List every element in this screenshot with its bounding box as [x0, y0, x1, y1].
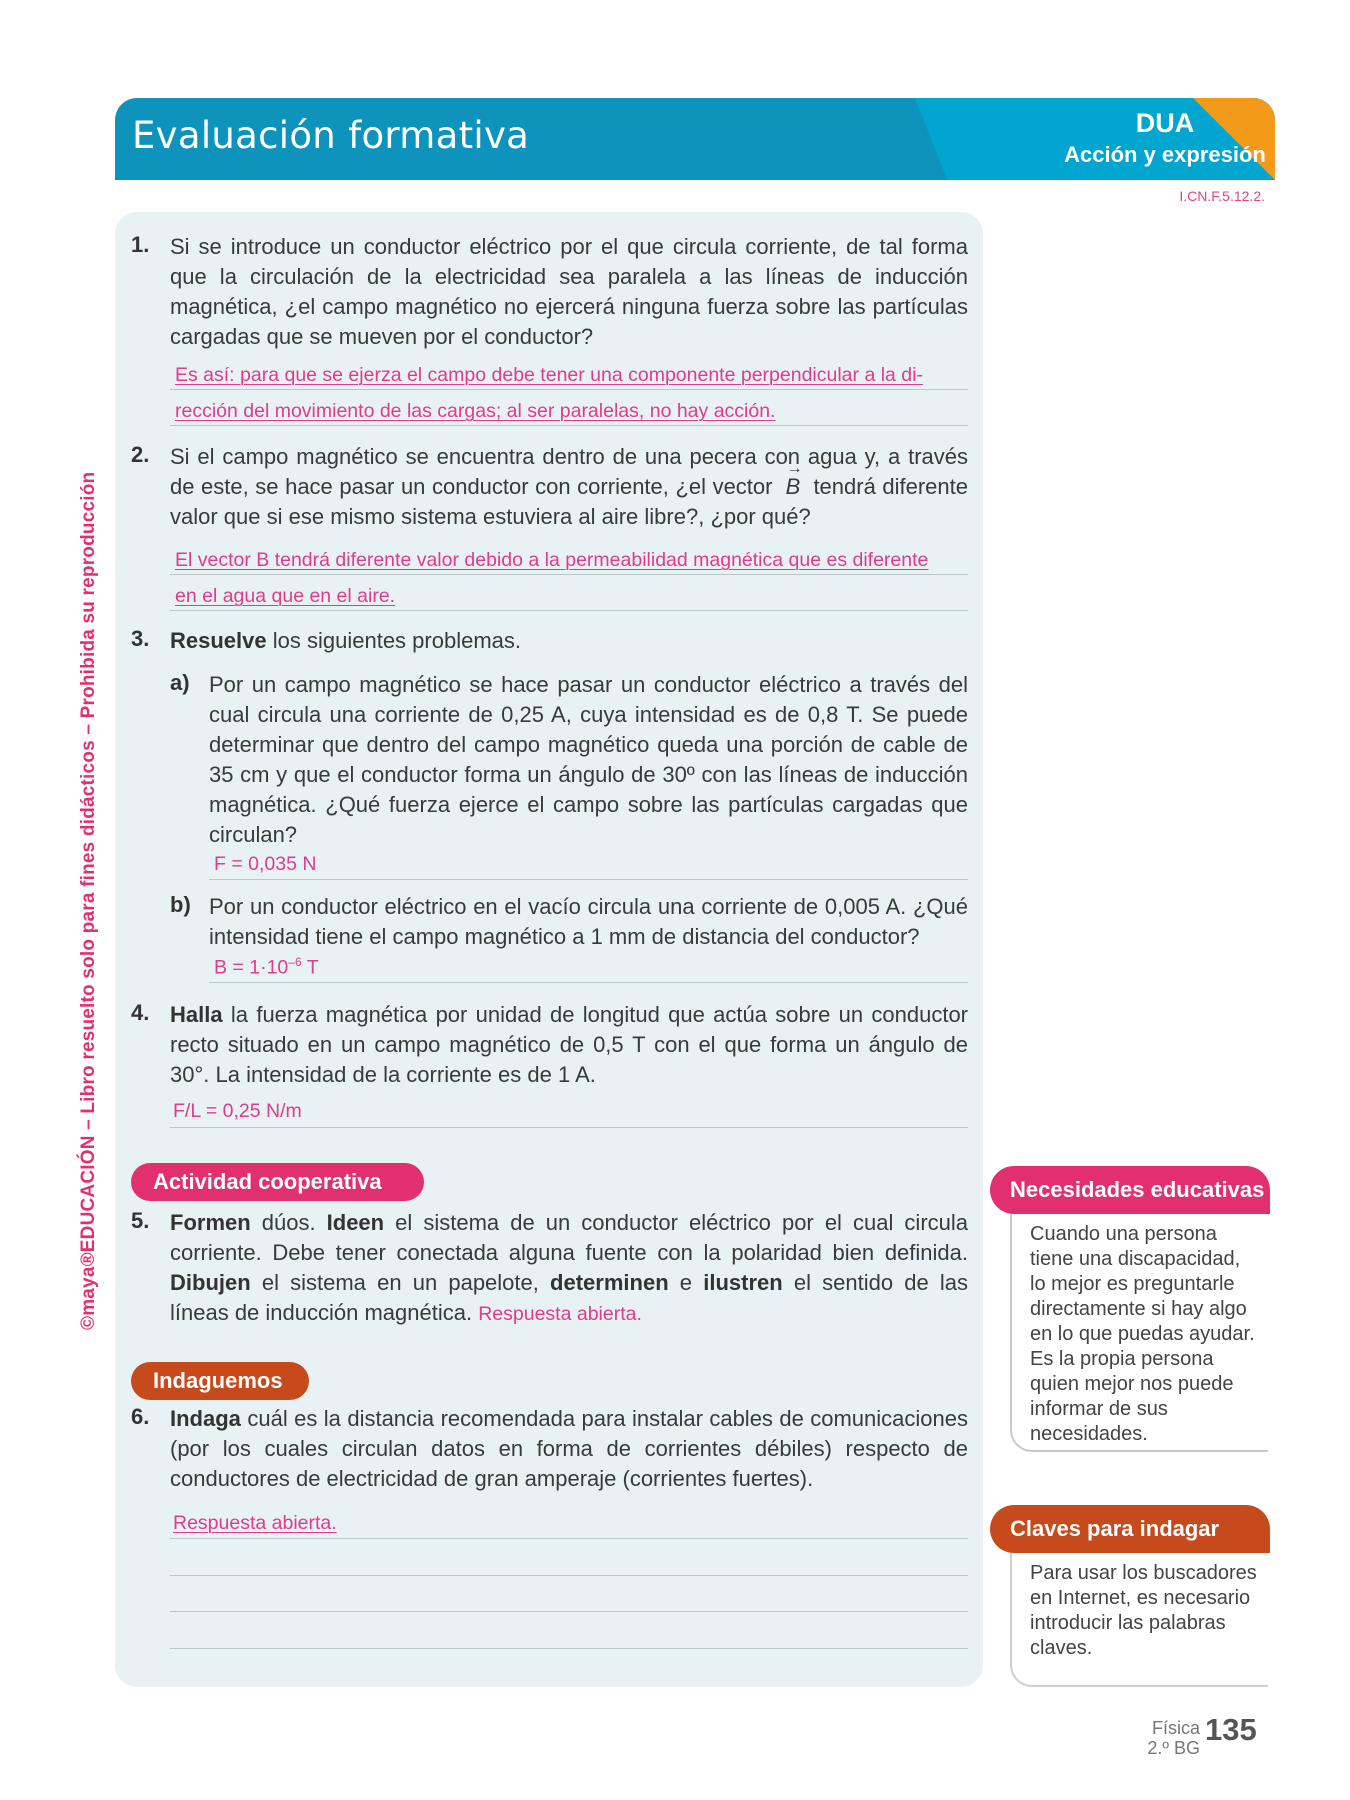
section-header [115, 98, 1275, 180]
answer-line [170, 389, 968, 390]
indicator-code: I.CN.F.5.12.2. [1179, 188, 1265, 204]
text-fragment: el sistema en un papelote, [250, 1270, 551, 1295]
answer-6: Respuesta abierta. [173, 1512, 337, 1534]
answer-3a: F = 0,035 N [214, 853, 317, 875]
answer-line [170, 1538, 968, 1539]
answer-line [170, 1575, 968, 1576]
answer-5: Respuesta abierta. [478, 1303, 642, 1325]
question-2-text [170, 442, 968, 532]
text-fragment: dúos. [250, 1210, 327, 1235]
answer-1-line2: rección del movimiento de las cargas; al ser paralelas, no hay acción. [175, 400, 776, 422]
question-3b-text: Por un conductor eléctrico en el vacío circula una corriente de 0,005 A. ¿Qué intensidad tiene el campo magnético a 1 mm de distancia del conductor? [209, 894, 968, 949]
question-number: 3. [131, 626, 150, 651]
answer-line [170, 610, 968, 611]
necesidades-box-title: Necesidades educativas [990, 1166, 1270, 1214]
bold-verb: determinen [550, 1270, 669, 1295]
text-fragment: e [668, 1270, 704, 1295]
question-5-text [170, 1208, 968, 1329]
footer-grade: 2.º BG [1147, 1738, 1200, 1758]
answer-line [170, 1127, 968, 1128]
vector-b-symbol: → B [786, 472, 801, 502]
claves-box-text: Para usar los buscadores en Internet, es necesario introducir las palabras claves. [1010, 1553, 1268, 1687]
text-fragment: el sentido de las líneas de inducción magnética. [170, 1270, 969, 1325]
page-number: 135 [1205, 1712, 1257, 1747]
question-6-verb: Indaga [170, 1406, 241, 1431]
question-1-text: Si se introduce un conductor eléctrico por el que circula corriente, de tal forma que la circulación de la electricidad sea paralela a las líneas de inducción magnética, ¿el campo magnético no ejercerá ninguna fuerza sobre las partículas cargadas que se mueven por el conductor? [170, 234, 968, 349]
dua-label: DUA [1135, 108, 1195, 138]
answer-4: F/L = 0,25 N/m [173, 1100, 302, 1122]
dua-subtitle: Acción y expresión [1064, 142, 1266, 167]
answer-line [209, 982, 968, 983]
question-4-text [170, 1000, 968, 1090]
footer-subject-grade [1100, 1718, 1200, 1758]
bold-verb: Ideen [326, 1210, 385, 1235]
answer-3b-base: B = 1·10 [214, 956, 289, 979]
question-4-verb: Halla [170, 1002, 223, 1027]
bold-verb: ilustren [703, 1270, 783, 1295]
claves-box-title: Claves para indagar [990, 1505, 1270, 1553]
indaguemos-badge: Indaguemos [131, 1362, 309, 1400]
subquestion-label: a) [170, 670, 190, 695]
question-number: 2. [131, 442, 150, 467]
footer-subject: Física [1151, 1718, 1200, 1738]
question-3-rest: los siguientes problemas. [272, 628, 521, 653]
answer-3b [214, 955, 319, 980]
answer-line [170, 1648, 968, 1649]
question-number: 6. [131, 1404, 150, 1429]
answer-line [170, 425, 968, 426]
question-6-rest: cuál es la distancia recomendada para instalar cables de comunicaciones (por los cuales circulan datos en forma de corrientes débiles) respecto de conductores de electricidad de gran amperaje (corrientes fuertes). [170, 1406, 968, 1491]
answer-3b-unit: T [301, 956, 319, 979]
question-number: 1. [131, 232, 150, 257]
answer-line [170, 1611, 968, 1612]
answer-3b-exponent: –6 [288, 955, 302, 969]
question-4-rest: la fuerza magnética por unidad de longitud que actúa sobre un conductor recto situado en un campo magnético de 0,5 T con el que forma un ángulo de 30°. La intensidad de la corriente es de 1 A. [170, 1002, 968, 1087]
copyright-sidebar: ©maya®EDUCACIÓN – Libro resuelto solo para fines didácticos – Prohibida su reproducción [78, 471, 99, 1330]
question-2-text-after: tendrá diferente valor que si ese mismo sistema estuviera al aire libre?, ¿por qué? [170, 474, 968, 529]
question-3-text [170, 626, 968, 656]
bold-verb: Formen [170, 1210, 251, 1235]
question-3-verb: Resuelve [170, 628, 267, 653]
cooperativa-badge: Actividad cooperativa [131, 1163, 424, 1201]
answer-1-line1: Es así: para que se ejerza el campo debe tener una componente perpendicular a la di- [175, 364, 923, 386]
answer-line [209, 879, 968, 880]
page-title: Evaluación formativa [132, 114, 530, 157]
necesidades-box-text: Cuando una persona tiene una discapacidad, lo mejor es preguntarle directamente si hay algo en lo que puedas ayudar. Es la propia persona quien mejor nos puede informar de sus necesidades. [1010, 1214, 1268, 1452]
question-2-text-before: Si el campo magnético se encuentra dentro de una pecera con agua y, a través de este, se hace pasar un conductor con corriente, ¿el vector [170, 444, 968, 499]
text-fragment: el sistema de un conductor eléctrico por el cual circula corriente. Debe tener conectada alguna fuente con la polaridad bien definida. [170, 1210, 968, 1265]
subquestion-label: b) [170, 892, 191, 917]
question-6-text [170, 1404, 968, 1494]
answer-line [170, 574, 968, 575]
bold-verb: Dibujen [170, 1270, 251, 1295]
question-3a-text: Por un campo magnético se hace pasar un conductor eléctrico a través del cual circula una corriente de 0,25 A, cuya intensidad es de 0,8 T. Se puede determinar que dentro del campo magnético queda una porción de cable de 35 cm y que el conductor forma un ángulo de 30º con las líneas de inducción magnética. ¿Qué fuerza ejerce el campo sobre las partículas cargadas que circulan? [209, 672, 968, 847]
answer-2-line1: El vector B tendrá diferente valor debido a la permeabilidad magnética que es diferente [175, 549, 929, 571]
question-number: 5. [131, 1208, 150, 1233]
question-number: 4. [131, 1000, 150, 1025]
answer-2-line2: en el agua que en el aire. [175, 585, 396, 607]
